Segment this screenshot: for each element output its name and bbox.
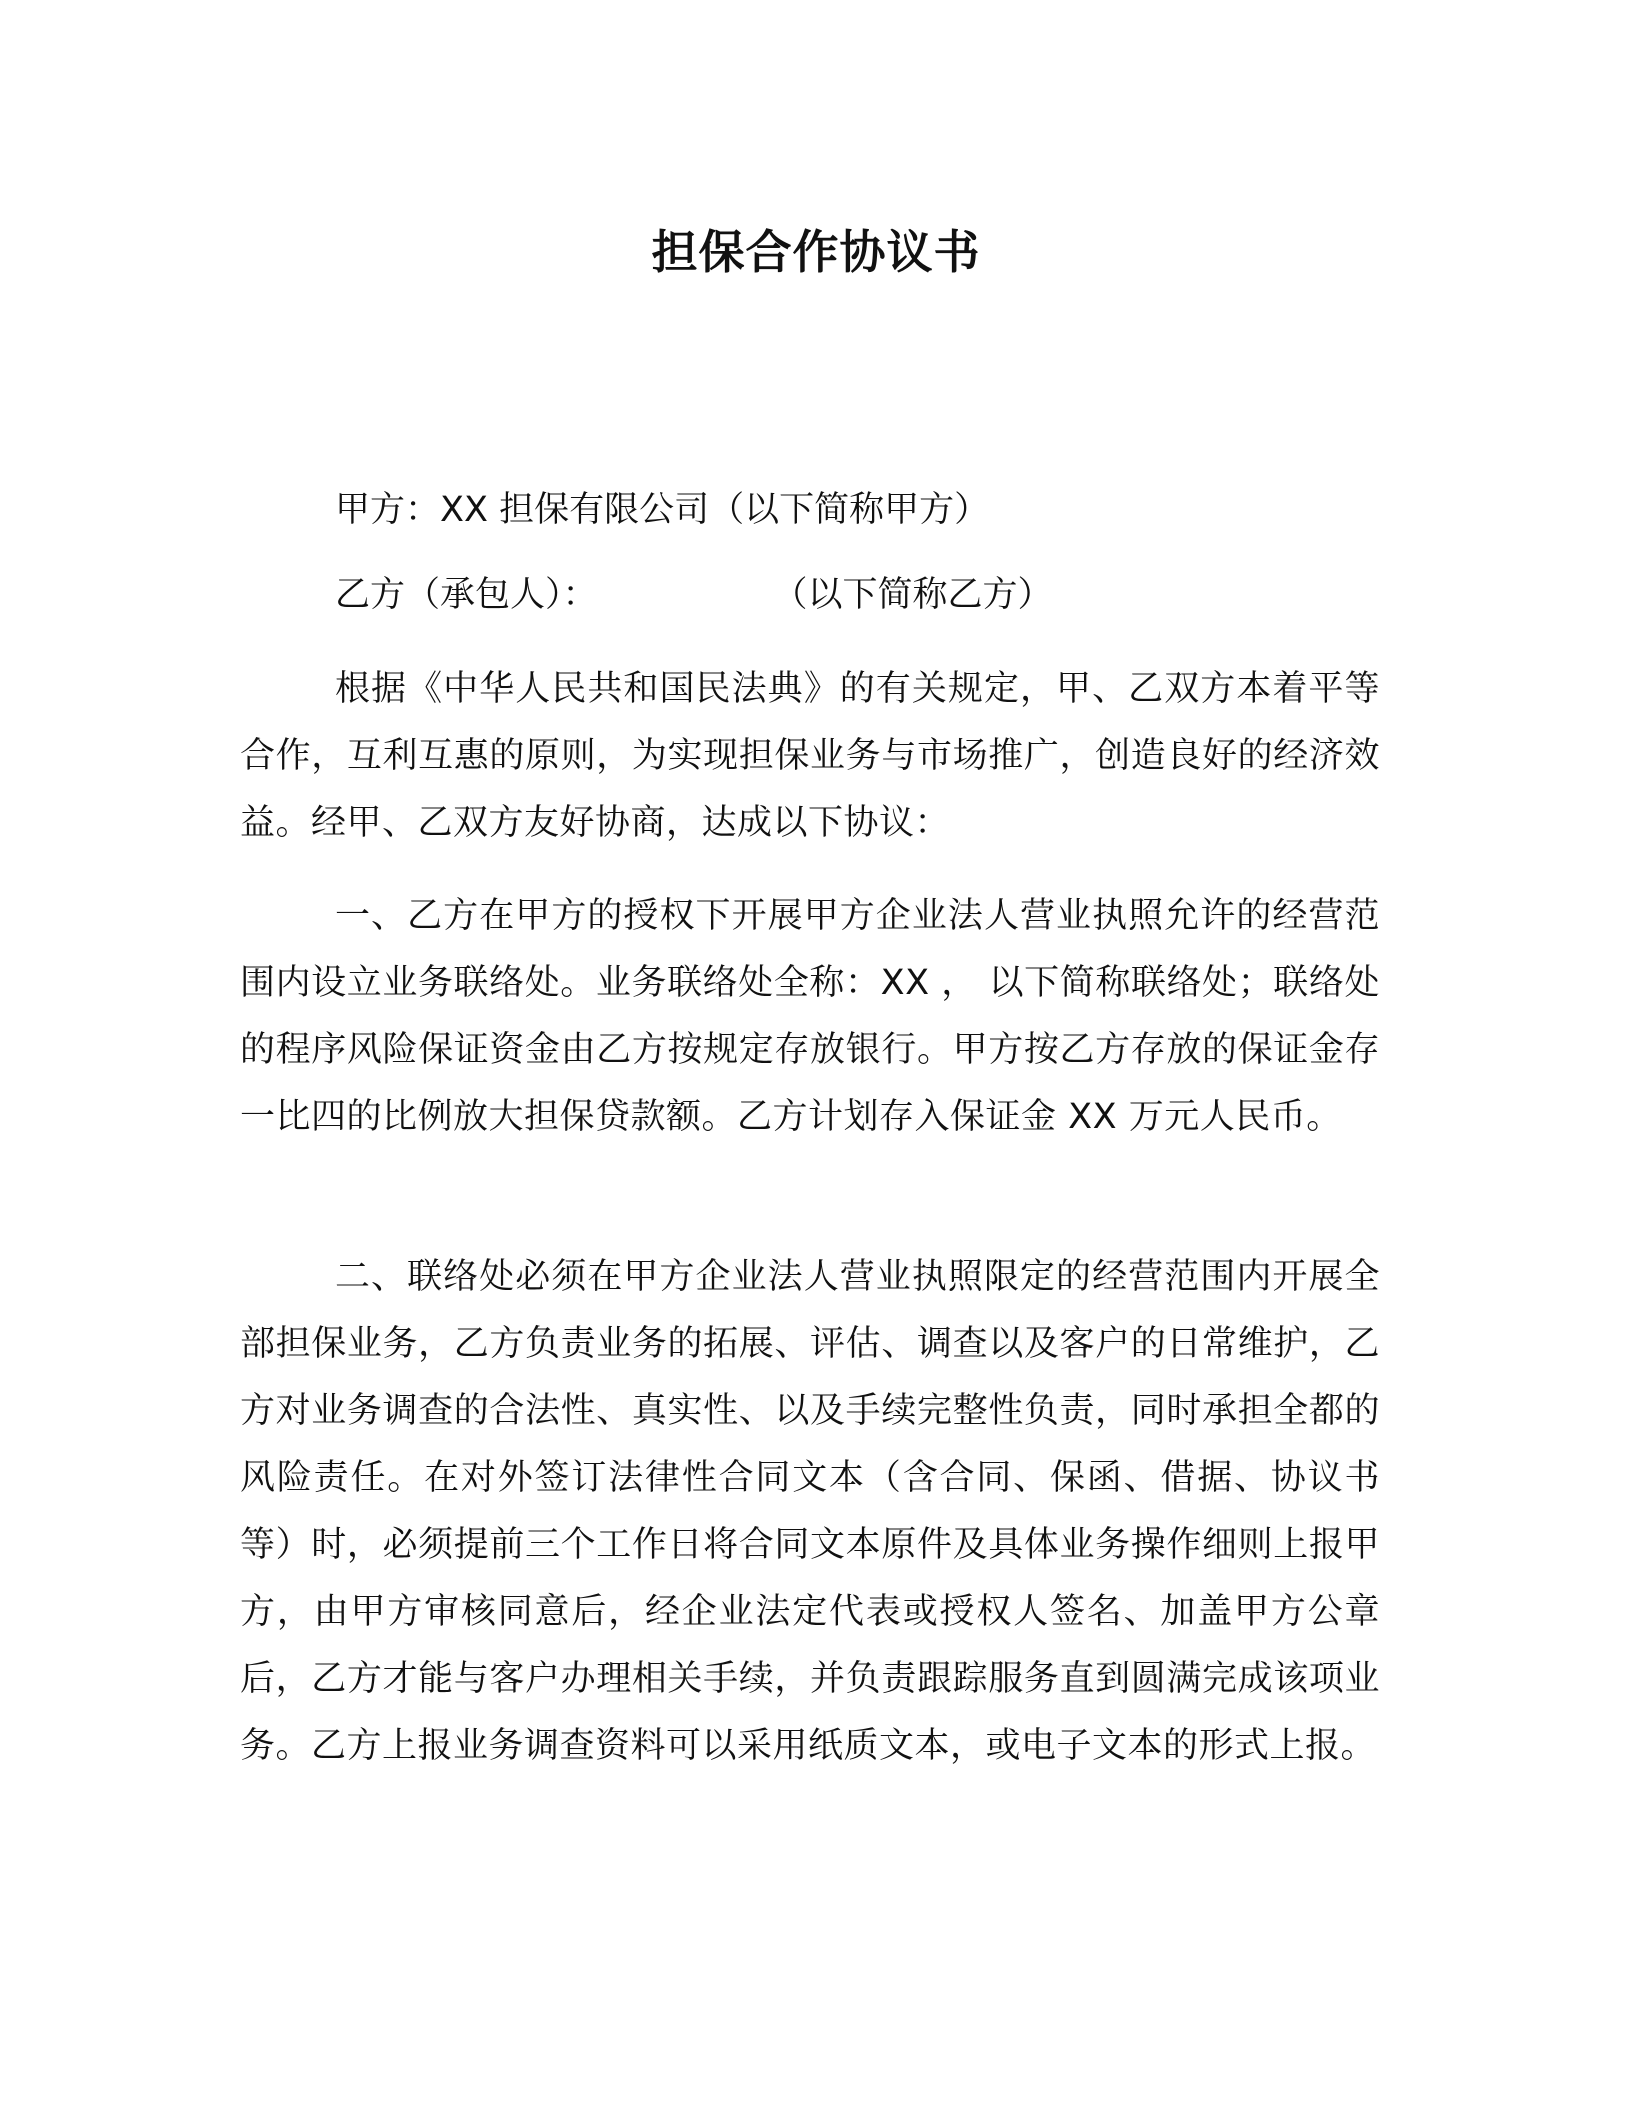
document-title: 担保合作协议书: [651, 225, 981, 279]
clause-1-block: [240, 883, 1380, 1151]
party-a-label: 甲方：: [335, 490, 441, 530]
party-b-label: 乙方（承包人）：: [335, 575, 598, 615]
party-b-value: （以下简称乙方）: [772, 575, 1053, 615]
clause-1-paragraph: 一、乙方在甲方的授权下开展甲方企业法人营业执照允许的经营范围内设立业务联络处。业务联络处全称：XX ， 以下简称联络处；联络处的程序风险保证资金由乙方按规定存放银行。甲方按乙方存放的保证金存一比四的比例放大担保贷款额。乙方计划存入保证金 XX 万元人民币。: [240, 896, 1380, 1137]
clause-2-block: [240, 1244, 1380, 1780]
clause-2-paragraph: 二、联络处必须在甲方企业法人营业执照限定的经营范围内开展全部担保业务，乙方负责业务的拓展、评估、调查以及客户的日常维护，乙方对业务调查的合法性、真实性、以及手续完整性负责，同时承担全都的风险责任。在对外签订法律性合同文本（含合同、保函、借据、协议书等）时，必须提前三个工作日将合同文本原件及具体业务操作细则上报甲方，由甲方审核同意后，经企业法定代表或授权人签名、加盖甲方公章后，乙方才能与客户办理相关手续，并负责跟踪服务直到圆满完成该项业务。乙方上报业务调查资料可以采用纸质文本，或电子文本的形式上报。: [240, 1257, 1380, 1766]
party-b-line: [335, 570, 1053, 620]
party-a-value: XX 担保有限公司（以下简称甲方）: [440, 490, 990, 530]
party-a-line: [335, 485, 989, 535]
intro-paragraph-block: [240, 656, 1380, 857]
intro-paragraph: 根据《中华人民共和国民法典》的有关规定，甲、乙双方本着平等合作，互利互惠的原则，为实现担保业务与市场推广，创造良好的经济效益。经甲、乙双方友好协商，达成以下协议：: [240, 669, 1380, 843]
